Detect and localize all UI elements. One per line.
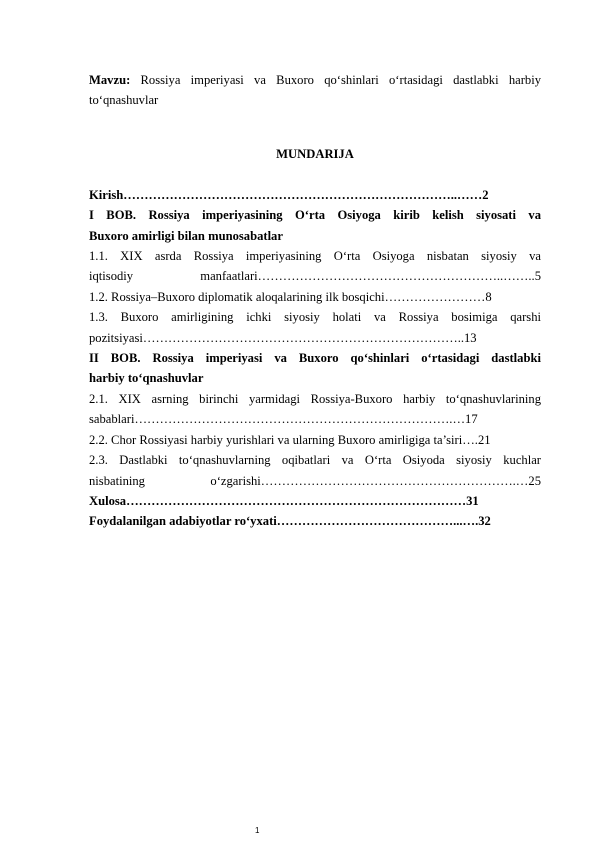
toc-conclusion: Xulosa………………………………………………………………………31 [89,493,479,508]
toc-section-2-3-line2: nisbatining o‘zgarishi…………………………………………………….…25 [89,473,541,488]
toc-title: MUNDARIJA [276,146,354,161]
toc-section-1-2: 1.2. Rossiya–Buxoro diplomatik aloqalarining ilk bosqichi……………………8 [89,289,492,304]
toc-section-1-1-line1: 1.1. XIX asrda Rossiya imperiyasining O‘rta Osiyoga nisbatan siyosiy va [89,249,541,264]
document-page [89,70,541,532]
toc-section-2-1-line1: 2.1. XIX asrning birinchi yarmidagi Rossiya-Buxoro harbiy to‘qnashuvlarining [89,391,541,406]
page-number: 1 [255,826,260,835]
table-of-contents [89,185,541,532]
toc-section-2-1-line2: sabablari………………………………………………………………….…17 [89,412,478,427]
toc-chapter2-line2: harbiy to‘qnashuvlar [89,371,204,386]
toc-chapter2-line1: II BOB. Rossiya imperiyasi va Buxoro qo‘shinlari o‘rtasidagi dastlabki [89,351,541,366]
topic-paragraph [89,70,541,111]
toc-intro: Kirish……………………………………………………………………..……2 [89,187,489,202]
toc-section-1-3-line1: 1.3. Buxoro amirligining ichki siyosiy holati va Rossiya bosimiga qarshi [89,310,541,325]
toc-references: Foydalanilgan adabiyotlar ro‘yxati……………………………………...….32 [89,514,491,529]
toc-section-1-1-line2: iqtisodiy manfaatlari…………………………………………………..……..5 [89,269,541,284]
toc-chapter1-line2: Buxoro amirligi bilan munosabatlar [89,228,283,243]
topic-label: Mavzu: [89,73,131,87]
toc-section-2-3-line1: 2.3. Dastlabki to‘qnashuvlarning oqibatlari va O‘rta Osiyoda siyosiy kuchlar [89,453,541,468]
toc-section-1-3-line2: pozitsiyasi…………………………………………………………………..13 [89,330,477,345]
topic-text: Rossiya imperiyasi va Buxoro qo‘shinlari o‘rtasidagi dastlabki harbiy to‘qnashuvlar [89,73,541,108]
toc-chapter1-line1: I BOB. Rossiya imperiyasining O‘rta Osiyoga kirib kelish siyosati va [89,208,541,223]
toc-section-2-2: 2.2. Chor Rossiyasi harbiy yurishlari va ularning Buxoro amirligiga ta’siri….21 [89,432,491,447]
